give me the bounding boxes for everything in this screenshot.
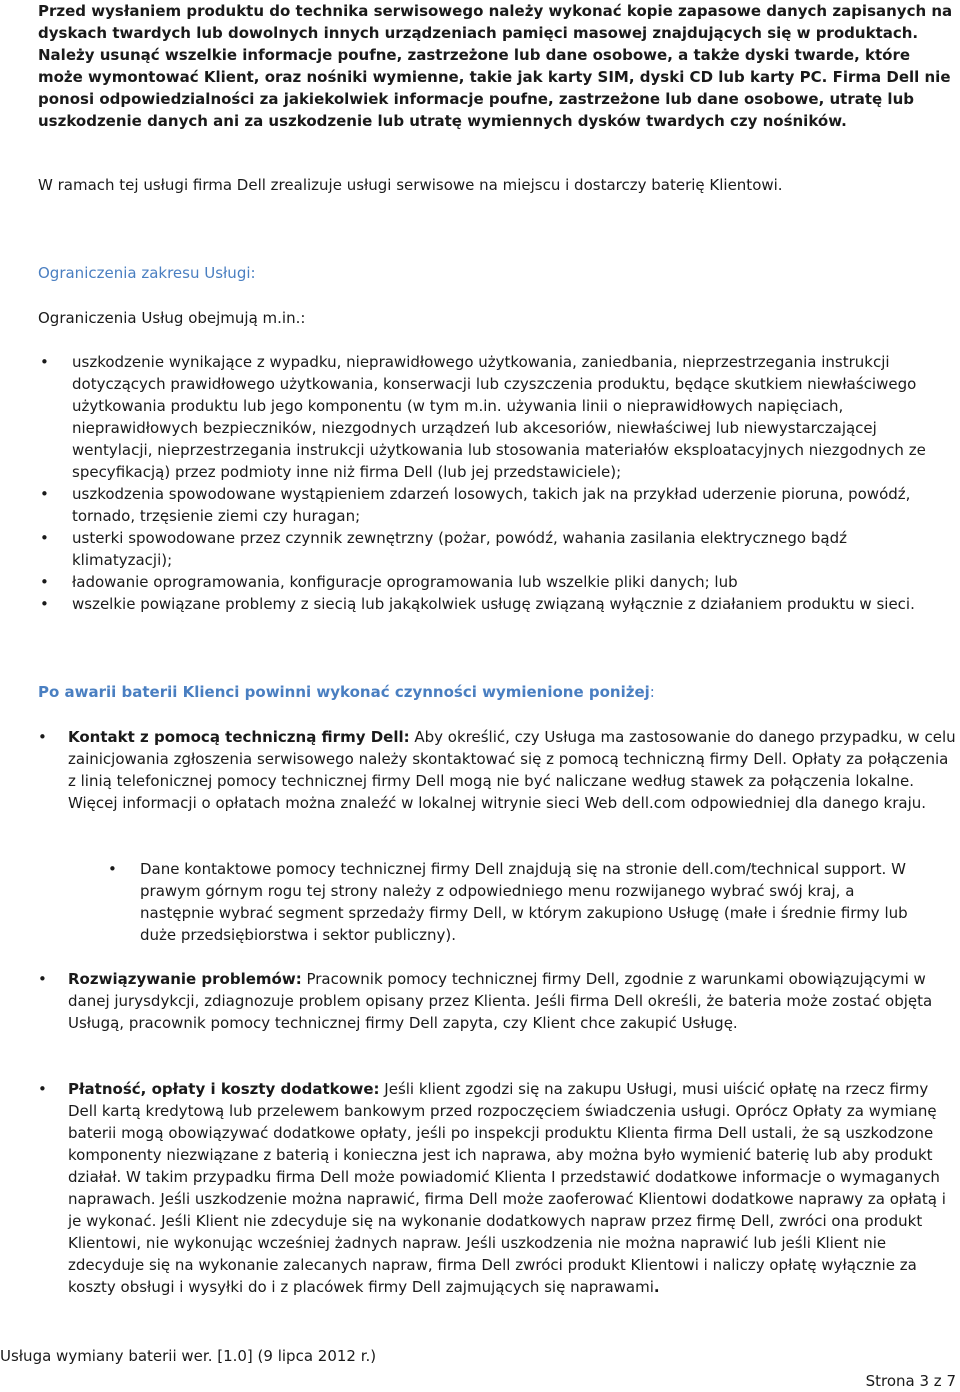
step-troubleshooting-label: Rozwiązywanie problemów: — [68, 970, 302, 988]
limits-heading: Ograniczenia zakresu Usługi: — [38, 264, 256, 282]
limits-item-network: • wszelkie powiązane problemy z siecią lub jakąkolwiek usługę związaną wyłącznie z działaniem produktu w sieci. — [0, 593, 948, 615]
data-backup-notice: Przed wysłaniem produktu do technika serwisowego należy wykonać kopie zapasowe danych zapisanych na dyskach twardych lub dowolnych innych urządzeniach pamięci masowej znajdujących się w produktach. Należy usunąć wszelkie informacje poufne, zastrzeżone lub dane osobowe, a także dyski twarde, które może wymontować Klient, oraz nośniki wymienne, takie jak karty SIM, dyski CD lub karty PC. Firma Dell nie ponosi odpowiedzialności za jakiekolwiek informacje poufne, zastrzeżone lub dane osobowe, utratę lub uszkodzenie danych ani za uszkodzenie lub utratę wymiennych dysków twardych czy nośników. — [38, 2, 953, 130]
limits-item-external-factors: • usterki spowodowane przez czynnik zewnętrzny (pożar, powódź, wahania zasilania elektrycznego bądź klimatyzacji); — [0, 527, 948, 571]
failure-heading-colon: : — [649, 683, 655, 701]
limits-list — [38, 351, 948, 615]
footer-page-number: Strona 3 z 7 — [865, 1372, 956, 1390]
steps-list-3 — [38, 1078, 956, 1298]
step-payment-label: Płatność, opłaty i koszty dodatkowe: — [68, 1080, 380, 1098]
step-troubleshooting — [38, 968, 956, 1034]
step-payment-text: Jeśli klient zgodzi się na zakupu Usługi, musi uiścić opłatę na rzecz firmy Dell kartą kredytową lub przelewem bankowym przed rozpoczęciem świadczenia usługi. Oprócz Opłaty za wymianę baterii mogą obowiązywać dodatkowe opłaty, jeśli po inspekcji produktu Klienta firma Dell ustali, że są uszkodzone komponenty niezwiązane z baterią i konieczna jest ich naprawa, aby można było wymienić baterię lub aby produkt działał. W takim przypadku firma Dell może powiadomić Klienta I przedstawić dodatkowe informacje o wymaganych naprawach. Jeśli uszkodzenie można naprawić, firma Dell może zaoferować Klientowi dodatkowe naprawy za opłatą i je wykonać. Jeśli Klient nie zdecyduje się na wykonanie dodatkowych napraw przez firmę Dell, zwróci ona produkt Klientowi, nie wykonując wcześniej żadnych napraw. Jeśli uszkodzenia nie można naprawić lub jeśli Klient nie zdecyduje się na wykonanie zalecanych napraw, firma Dell zwróci produkt Klientowi i naliczy opłatę wyłącznie za koszty obsługi i wysyłki do i z placówek firmy Dell zajmujących się naprawami — [68, 1080, 946, 1296]
footer-version: Usługa wymiany baterii wer. [1.0] (9 lipca 2012 r.) — [0, 1347, 377, 1365]
limits-lead: Ograniczenia Usług obejmują m.in.: — [38, 309, 306, 327]
step-contact-support — [38, 726, 956, 814]
limits-item-software: • ładowanie oprogramowania, konfiguracje oprogramowania lub wszelkie pliki danych; lub — [0, 571, 948, 593]
steps-list — [38, 726, 956, 814]
limits-item-natural-events: • uszkodzenia spowodowane wystąpieniem zdarzeń losowych, takich jak na przykład uderzenie pioruna, powódź, tornado, trzęsienie ziemi czy huragan; — [0, 483, 948, 527]
step-contact-text: Aby określić, czy Usługa ma zastosowanie do danego przypadku, w celu zainicjowania zgłoszenia serwisowego należy skontaktować się z pomocą techniczną firmy Dell. Opłaty za połączenia z linią telefonicznej pomocy technicznej firmy Dell mogą nie być naliczane według stawek za połączenia lokalne. Więcej informacji o opłatach można znaleźć w lokalnej witrynie sieci Web dell.com odpowiedniej dla danego kraju. — [68, 728, 956, 812]
step-troubleshooting-text: Pracownik pomocy technicznej firmy Dell, zgodnie z warunkami obowiązującymi w danej jurysdykcji, zdiagnozuje problem opisany przez Klienta. Jeśli firma Dell określi, że bateria może zostać objęta Usługą, pracownik pomocy technicznej firmy Dell zapyta, czy Klient chce zakupić Usługę. — [68, 970, 933, 1032]
steps-list-2 — [38, 968, 956, 1034]
limits-item-misuse: • uszkodzenie wynikające z wypadku, nieprawidłowego użytkowania, zaniedbania, nieprzestrzegania instrukcji dotyczących prawidłowego użytkowania, konserwacji lub czyszczenia produktu, będące skutkiem niewłaściwego użytkowania produktu lub jego komponentu (w tym m.in. używania linii o nieprawidłowych napięciach, nieprawidłowych bezpieczników, niezgodnych urządzeń lub akcesoriów, niewłaściwej lub niewystarczającej wentylacji, nieprzestrzegania instrukcji użytkowania lub stosowania materiałów eksploatacyjnych niezgodnych ze specyfikacją) przez podmioty inne niż firma Dell (lub jej przedstawiciele); — [0, 351, 948, 483]
failure-heading-text: Po awarii baterii Klienci powinni wykonać czynności wymienione poniżej — [38, 683, 650, 701]
step-payment-end: . — [653, 1278, 660, 1296]
service-description: W ramach tej usługi firma Dell zrealizuje usługi serwisowe na miejscu i dostarczy baterię Klientowi. — [38, 176, 783, 194]
contact-sublist — [0, 858, 956, 946]
step-payment — [38, 1078, 956, 1298]
step-contact-label: Kontakt z pomocą techniczną firmy Dell: — [68, 728, 410, 746]
contact-subitem: • Dane kontaktowe pomocy technicznej firmy Dell znajdują się na stronie dell.com/technical support. W prawym górnym rogu tej strony należy z odpowiedniego menu rozwijanego wybrać swój kraj, a następnie wybrać segment sprzedaży firmy Dell, w którym zakupiono Usługę (małe i średnie firmy lub duże przedsiębiorstwa i sektor publiczny). — [0, 858, 916, 946]
failure-heading — [38, 681, 655, 703]
